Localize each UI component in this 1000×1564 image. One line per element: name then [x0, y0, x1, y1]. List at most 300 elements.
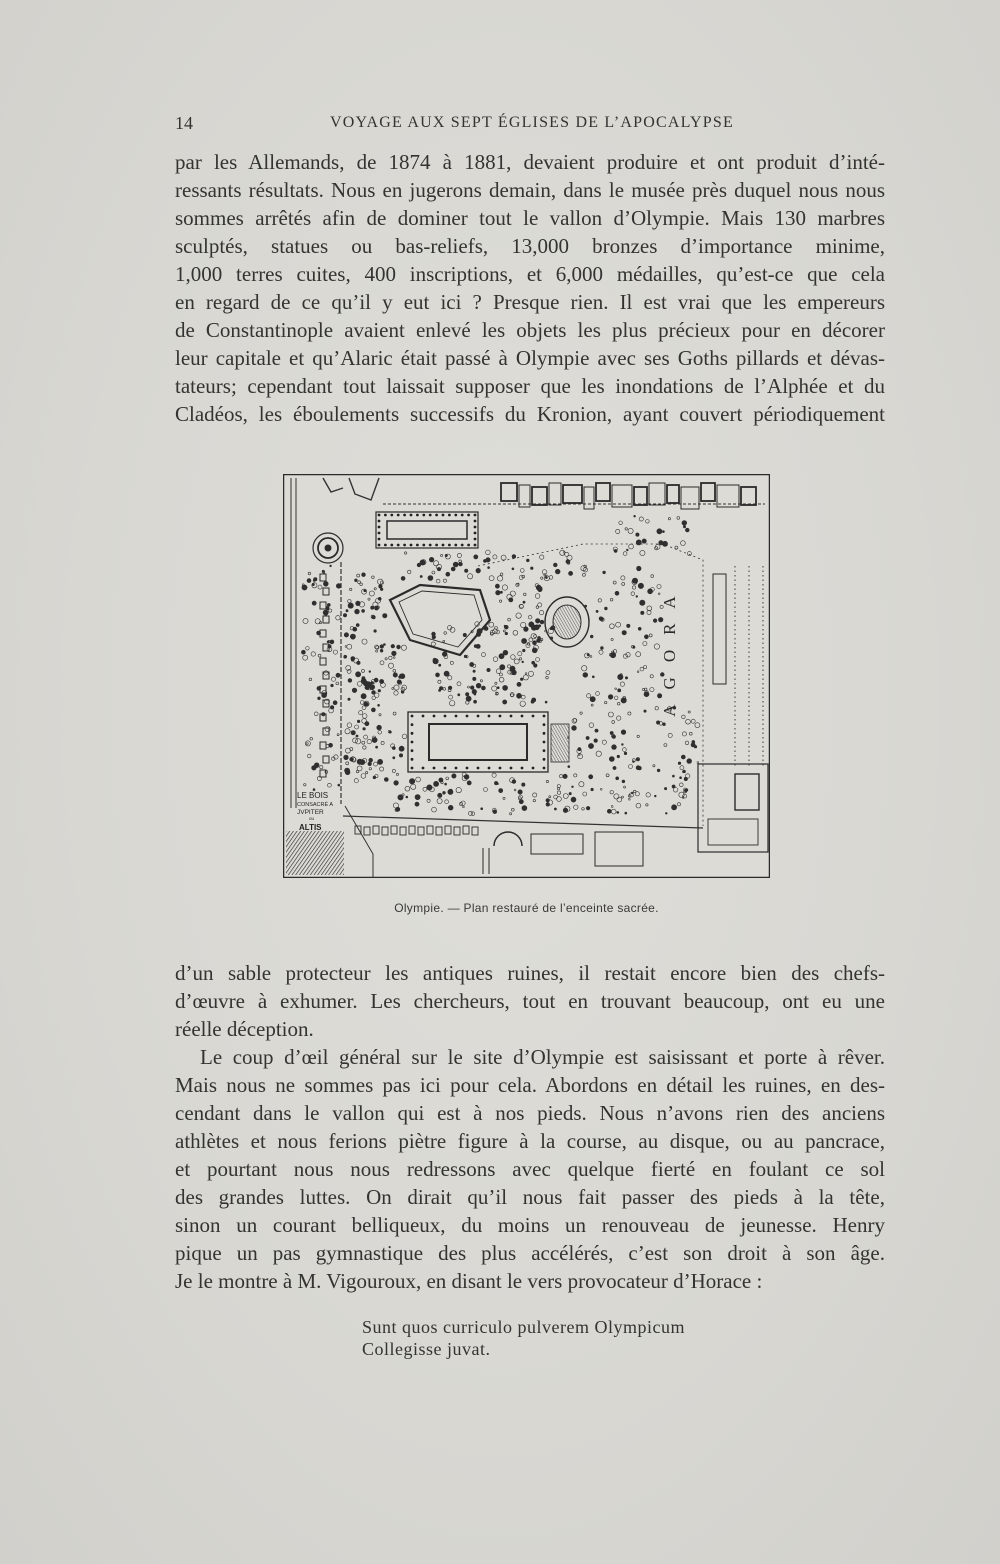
tree-mark: [474, 645, 477, 648]
tree-mark: [399, 746, 404, 751]
zeus-temple-column: [477, 715, 480, 718]
tree-mark: [636, 758, 639, 761]
zeus-temple-column: [466, 715, 469, 718]
text-line: cendant dans le vallon qui est à nos pieds. Nous n’avons rien des anciens: [175, 1101, 885, 1125]
tree-mark: [396, 807, 400, 811]
zeus-temple-column: [411, 741, 414, 744]
text-line: des grandes luttes. On dirait qu’il nous fait passer des pieds à la tête,: [175, 1185, 885, 1209]
tree-mark: [326, 606, 330, 610]
tree-mark: [328, 645, 331, 648]
tree-mark: [371, 606, 374, 609]
tree-mark: [554, 808, 556, 810]
tree-mark: [448, 805, 453, 810]
tree-mark: [307, 579, 311, 583]
tree-mark: [678, 762, 681, 765]
zeus-temple-column: [510, 767, 513, 770]
tree-mark: [545, 576, 547, 578]
tree-mark: [568, 766, 570, 768]
text-line: ressants résultats. Nous en jugerons demain, dans le musée près duquel nous nous: [175, 178, 885, 202]
tree-mark: [399, 754, 402, 757]
heraion-column: [384, 544, 387, 547]
text-below-figure: [175, 959, 885, 1295]
tree-mark: [383, 644, 385, 646]
quote-line: Collegisse juvat.: [362, 1339, 491, 1359]
text-line: par les Allemands, de 1874 à 1881, devaient produire et ont produit d’inté-: [175, 150, 885, 174]
heraion-column: [474, 538, 477, 541]
tree-mark: [458, 694, 460, 696]
tree-mark: [545, 701, 547, 703]
tree-mark: [344, 755, 349, 760]
heraion-column: [461, 544, 464, 547]
tree-mark: [369, 758, 373, 762]
tree-mark: [517, 693, 522, 698]
tree-mark: [624, 752, 627, 755]
zeus-temple-column: [543, 732, 546, 735]
tree-mark: [640, 600, 645, 605]
tree-mark: [589, 775, 593, 779]
tree-mark: [633, 761, 635, 763]
tree-mark: [374, 606, 378, 610]
tree-mark: [657, 769, 660, 772]
tree-mark: [322, 570, 324, 572]
heraion-column: [467, 514, 470, 517]
tree-mark: [439, 664, 441, 666]
zeus-temple-column: [510, 715, 513, 718]
tree-mark: [617, 755, 620, 758]
tree-mark: [433, 659, 438, 664]
tree-mark: [487, 668, 490, 671]
zeus-temple-column: [411, 767, 414, 770]
heraion-column: [390, 544, 393, 547]
zeus-temple-column: [521, 767, 524, 770]
text-line: Mais nous ne sommes pas ici pour cela. Abordons en détail les ruines, en des-: [175, 1073, 885, 1097]
heraion-column: [384, 514, 387, 517]
tree-mark: [327, 603, 330, 606]
heraion-column: [403, 544, 406, 547]
heraion-column: [378, 544, 381, 547]
tree-mark: [467, 781, 471, 785]
text-line: et pourtant nous nous redressons avec quelque fierté en foulant ce sol: [175, 1157, 885, 1181]
tree-mark: [377, 725, 382, 730]
heraion-column: [461, 514, 464, 517]
tree-mark: [379, 585, 383, 589]
tree-mark: [657, 529, 662, 534]
tree-mark: [362, 573, 366, 577]
tree-mark: [538, 587, 543, 592]
tree-mark: [336, 673, 340, 677]
tree-mark: [392, 651, 397, 656]
heraion-column: [474, 526, 477, 529]
tree-mark: [618, 674, 623, 679]
tree-mark: [569, 792, 571, 794]
running-title: VOYAGE AUX SEPT ÉGLISES DE L’APOCALYPSE: [330, 114, 734, 131]
tree-mark: [466, 693, 469, 696]
tree-mark: [415, 795, 420, 800]
heraion-column: [442, 514, 445, 517]
grove-label-line: ALTIS: [299, 823, 322, 832]
tree-mark: [399, 676, 402, 679]
tree-mark: [533, 641, 537, 645]
tree-mark: [622, 780, 625, 783]
tree-mark: [662, 531, 664, 533]
tree-mark: [503, 685, 508, 690]
tree-mark: [526, 559, 529, 562]
grove-hatched-area: [286, 831, 344, 875]
tree-mark: [481, 686, 485, 690]
tree-mark: [612, 735, 616, 739]
tree-mark: [344, 633, 348, 637]
tree-mark: [509, 598, 513, 602]
tree-mark: [638, 627, 641, 630]
tree-mark: [437, 567, 440, 570]
tree-mark: [499, 789, 503, 793]
tree-mark: [473, 670, 475, 672]
tree-mark: [618, 689, 621, 692]
heraion-column: [467, 544, 470, 547]
tree-mark: [445, 783, 447, 785]
quote-line: Sunt quos curriculo pulverem Olympicum: [362, 1317, 685, 1337]
text-line: athlètes et nous ferions piètre figure à la course, au disque, ou au pancrace,: [175, 1129, 885, 1153]
heraion-column: [422, 544, 425, 547]
text-line: en regard de ce qu’il y eut ici ? Presque rien. Il est vrai que les empereurs: [175, 290, 885, 314]
tree-mark: [486, 558, 490, 562]
tree-mark: [364, 589, 366, 591]
heraion-column: [474, 544, 477, 547]
tree-mark: [429, 557, 434, 562]
tree-mark: [681, 755, 685, 759]
tree-mark: [572, 726, 577, 731]
tree-mark: [353, 627, 357, 631]
zeus-temple-column: [411, 758, 414, 761]
tree-mark: [323, 610, 328, 615]
philippeion-center: [325, 545, 332, 552]
tree-mark: [566, 560, 570, 564]
tree-mark: [496, 590, 501, 595]
heraion-column: [429, 544, 432, 547]
tree-mark: [636, 596, 638, 598]
tree-mark: [519, 800, 523, 804]
tree-mark: [380, 679, 384, 683]
tree-mark: [631, 792, 633, 794]
heraion-column: [378, 532, 381, 535]
tree-mark: [687, 759, 692, 764]
tree-mark: [622, 631, 626, 635]
tree-mark: [664, 787, 666, 789]
zeus-temple-column: [455, 767, 458, 770]
tree-mark: [351, 731, 355, 735]
tree-mark: [505, 632, 508, 635]
tree-mark: [484, 627, 488, 631]
zeus-temple-column: [543, 767, 546, 770]
grove-label-line: ou: [309, 816, 315, 821]
tree-mark: [522, 638, 527, 643]
heraion-column: [416, 514, 419, 517]
tree-mark: [636, 766, 640, 770]
tree-mark: [644, 710, 646, 712]
zeus-temple-column: [532, 767, 535, 770]
tree-mark: [609, 757, 614, 762]
tree-mark: [327, 641, 329, 643]
zeus-temple-column: [466, 767, 469, 770]
tree-mark: [398, 795, 403, 800]
zeus-temple-column: [411, 749, 414, 752]
tree-mark: [397, 645, 401, 649]
grove-label-line: JVPITER: [297, 809, 324, 816]
zeus-temple-column: [411, 723, 414, 726]
tree-mark: [553, 563, 557, 567]
tree-mark: [314, 763, 319, 768]
tree-mark: [685, 528, 689, 532]
heraion-column: [390, 514, 393, 517]
tree-mark: [333, 701, 337, 705]
tree-mark: [672, 785, 675, 788]
text-line: Le coup d’œil général sur le site d’Olympie est saisissant et porte à rêver.: [200, 1045, 885, 1069]
tree-mark: [534, 625, 539, 630]
tree-mark: [601, 647, 604, 650]
tree-mark: [617, 811, 619, 813]
tree-mark: [612, 745, 617, 750]
heraion-column: [422, 514, 425, 517]
tree-mark: [523, 601, 525, 603]
tree-mark: [372, 737, 377, 742]
tree-mark: [546, 799, 550, 803]
tree-mark: [594, 739, 598, 743]
tree-mark: [322, 713, 325, 716]
text-line: 1,000 terres cuites, 400 inscriptions, et 6,000 médailles, qu’est-ce que cela: [175, 262, 885, 286]
zeus-temple-column: [477, 767, 480, 770]
tree-mark: [380, 645, 384, 649]
running-header: [175, 112, 885, 134]
tree-mark: [364, 702, 368, 706]
zeus-temple-column: [422, 767, 425, 770]
grove-label-line: CONSACRÉ A: [297, 802, 334, 808]
heraion-column: [454, 514, 457, 517]
tree-mark: [563, 808, 568, 813]
heraion-column: [378, 520, 381, 523]
tree-mark: [318, 697, 321, 700]
tree-mark: [445, 554, 447, 556]
text-line: leur capitale et qu’Alaric était passé à Olympie avec ses Goths pillards et dévas-: [175, 346, 885, 370]
tree-mark: [357, 759, 362, 764]
tree-mark: [331, 684, 334, 687]
heraion-column: [410, 514, 413, 517]
tree-mark: [583, 673, 588, 678]
tree-mark: [495, 584, 499, 588]
tree-mark: [444, 671, 449, 676]
latin-quotation: [362, 1316, 782, 1360]
tree-mark: [474, 700, 477, 703]
tree-mark: [438, 793, 442, 797]
tree-mark: [613, 766, 616, 769]
heraion-column: [448, 544, 451, 547]
tree-mark: [621, 730, 626, 735]
zeus-temple-column: [499, 715, 502, 718]
tree-mark: [376, 746, 378, 748]
heraion-column: [397, 514, 400, 517]
tree-mark: [637, 566, 642, 571]
tree-mark: [466, 696, 471, 701]
tree-mark: [373, 776, 376, 779]
tree-mark: [500, 665, 505, 670]
tree-mark: [622, 744, 624, 746]
heraion-column: [442, 544, 445, 547]
tree-mark: [625, 677, 627, 679]
text-line: sinon un courant belliqueux, du moins un renouveau de jeunesse. Henry: [175, 1213, 885, 1237]
tree-mark: [415, 802, 419, 806]
tree-mark: [626, 549, 628, 551]
heraion-column: [378, 526, 381, 529]
tree-mark: [356, 672, 361, 677]
tree-mark: [473, 677, 476, 680]
tree-mark: [588, 743, 593, 748]
heraion-column: [378, 514, 381, 517]
tree-mark: [683, 770, 685, 772]
text-line: d’un sable protecteur les antiques ruines, il restait encore bien des chefs-: [175, 961, 885, 985]
zeus-temple-column: [444, 715, 447, 718]
heraion-column: [435, 514, 438, 517]
great-altar-inner: [553, 605, 581, 639]
tree-mark: [538, 636, 541, 639]
tree-mark: [348, 698, 350, 700]
zeus-temple-column: [455, 715, 458, 718]
tree-mark: [641, 611, 644, 614]
tree-mark: [443, 791, 446, 794]
tree-mark: [587, 654, 589, 656]
tree-mark: [497, 687, 499, 689]
tree-mark: [523, 649, 526, 652]
tree-mark: [344, 655, 347, 658]
tree-mark: [682, 521, 687, 526]
tree-mark: [625, 812, 627, 814]
tree-mark: [616, 777, 619, 780]
tree-mark: [638, 583, 643, 588]
tree-mark: [330, 565, 332, 567]
tree-mark: [317, 686, 321, 690]
tree-mark: [442, 652, 447, 657]
tree-mark: [363, 728, 366, 731]
tree-mark: [569, 571, 573, 575]
tree-mark: [409, 779, 414, 784]
tree-mark: [529, 622, 534, 627]
tree-mark: [555, 569, 560, 574]
tree-mark: [357, 720, 360, 723]
heraion-column: [454, 544, 457, 547]
tree-mark: [378, 704, 380, 706]
heraion-column: [416, 544, 419, 547]
tree-mark: [692, 740, 695, 743]
text-line: pique un pas gymnastique des plus accélérés, c’est son droit à son âge.: [175, 1241, 885, 1265]
tree-mark: [627, 624, 630, 627]
tree-mark: [596, 610, 598, 612]
page-number: 14: [175, 113, 193, 133]
tree-mark: [476, 568, 481, 573]
tree-mark: [420, 560, 425, 565]
tree-mark: [446, 572, 450, 576]
tree-mark: [362, 677, 365, 680]
tree-mark: [383, 614, 387, 618]
tree-mark: [453, 562, 458, 567]
tree-mark: [317, 631, 321, 635]
tree-mark: [374, 678, 378, 682]
tree-mark: [355, 609, 360, 614]
tree-mark: [550, 637, 553, 640]
tree-mark: [563, 774, 567, 778]
heraion-column: [403, 514, 406, 517]
tree-mark: [470, 686, 474, 690]
tree-mark: [356, 624, 359, 627]
tree-mark: [378, 689, 381, 692]
zeus-temple-column: [488, 715, 491, 718]
zeus-temple-column: [543, 723, 546, 726]
tree-mark: [603, 571, 606, 574]
tree-mark: [330, 706, 334, 710]
tree-mark: [394, 781, 399, 786]
tree-mark: [685, 789, 688, 792]
tree-mark: [540, 620, 544, 624]
heraion-column: [474, 514, 477, 517]
tree-mark: [323, 581, 328, 586]
zeus-temple-column: [543, 715, 546, 718]
zeus-temple-column: [488, 767, 491, 770]
tree-mark: [428, 576, 433, 581]
text-line: sommes arrêtés afin de dominer tout le vallon d’Olympie. Mais 130 marbres: [175, 206, 885, 230]
tree-mark: [522, 806, 527, 811]
tree-mark: [401, 576, 405, 580]
tree-mark: [436, 673, 440, 677]
tree-mark: [391, 644, 395, 648]
tree-mark: [355, 579, 358, 582]
tree-mark: [346, 610, 348, 612]
tree-mark: [371, 708, 375, 712]
tree-mark: [372, 616, 375, 619]
tree-mark: [512, 568, 514, 570]
zeus-temple-column: [422, 715, 425, 718]
tree-mark: [345, 768, 350, 773]
tree-mark: [665, 812, 667, 814]
tree-mark: [378, 759, 383, 764]
tree-mark: [532, 648, 537, 653]
tree-mark: [352, 688, 357, 693]
text-above-figure: [175, 148, 885, 428]
tree-mark: [393, 673, 397, 677]
tree-mark: [465, 569, 468, 572]
tree-mark: [517, 682, 521, 686]
tree-mark: [518, 790, 522, 794]
tree-mark: [600, 617, 604, 621]
tree-mark: [474, 693, 476, 695]
tree-mark: [531, 567, 534, 570]
tree-mark: [474, 555, 478, 559]
tree-mark: [488, 567, 490, 569]
tree-mark: [476, 632, 480, 636]
tree-mark: [534, 664, 538, 668]
heraion-column: [397, 544, 400, 547]
heraion-column: [435, 544, 438, 547]
tree-mark: [586, 806, 590, 810]
tree-mark: [432, 632, 436, 636]
tree-mark: [481, 808, 483, 810]
tree-mark: [520, 678, 523, 681]
tree-mark: [368, 762, 372, 766]
tree-mark: [672, 775, 674, 777]
tree-mark: [503, 700, 507, 704]
tree-mark: [451, 567, 455, 571]
tree-mark: [607, 809, 611, 813]
tree-mark: [590, 697, 595, 702]
zeus-temple-column: [411, 715, 414, 718]
grove-label-line: LE BOIS: [297, 791, 329, 800]
tree-mark: [653, 619, 657, 623]
